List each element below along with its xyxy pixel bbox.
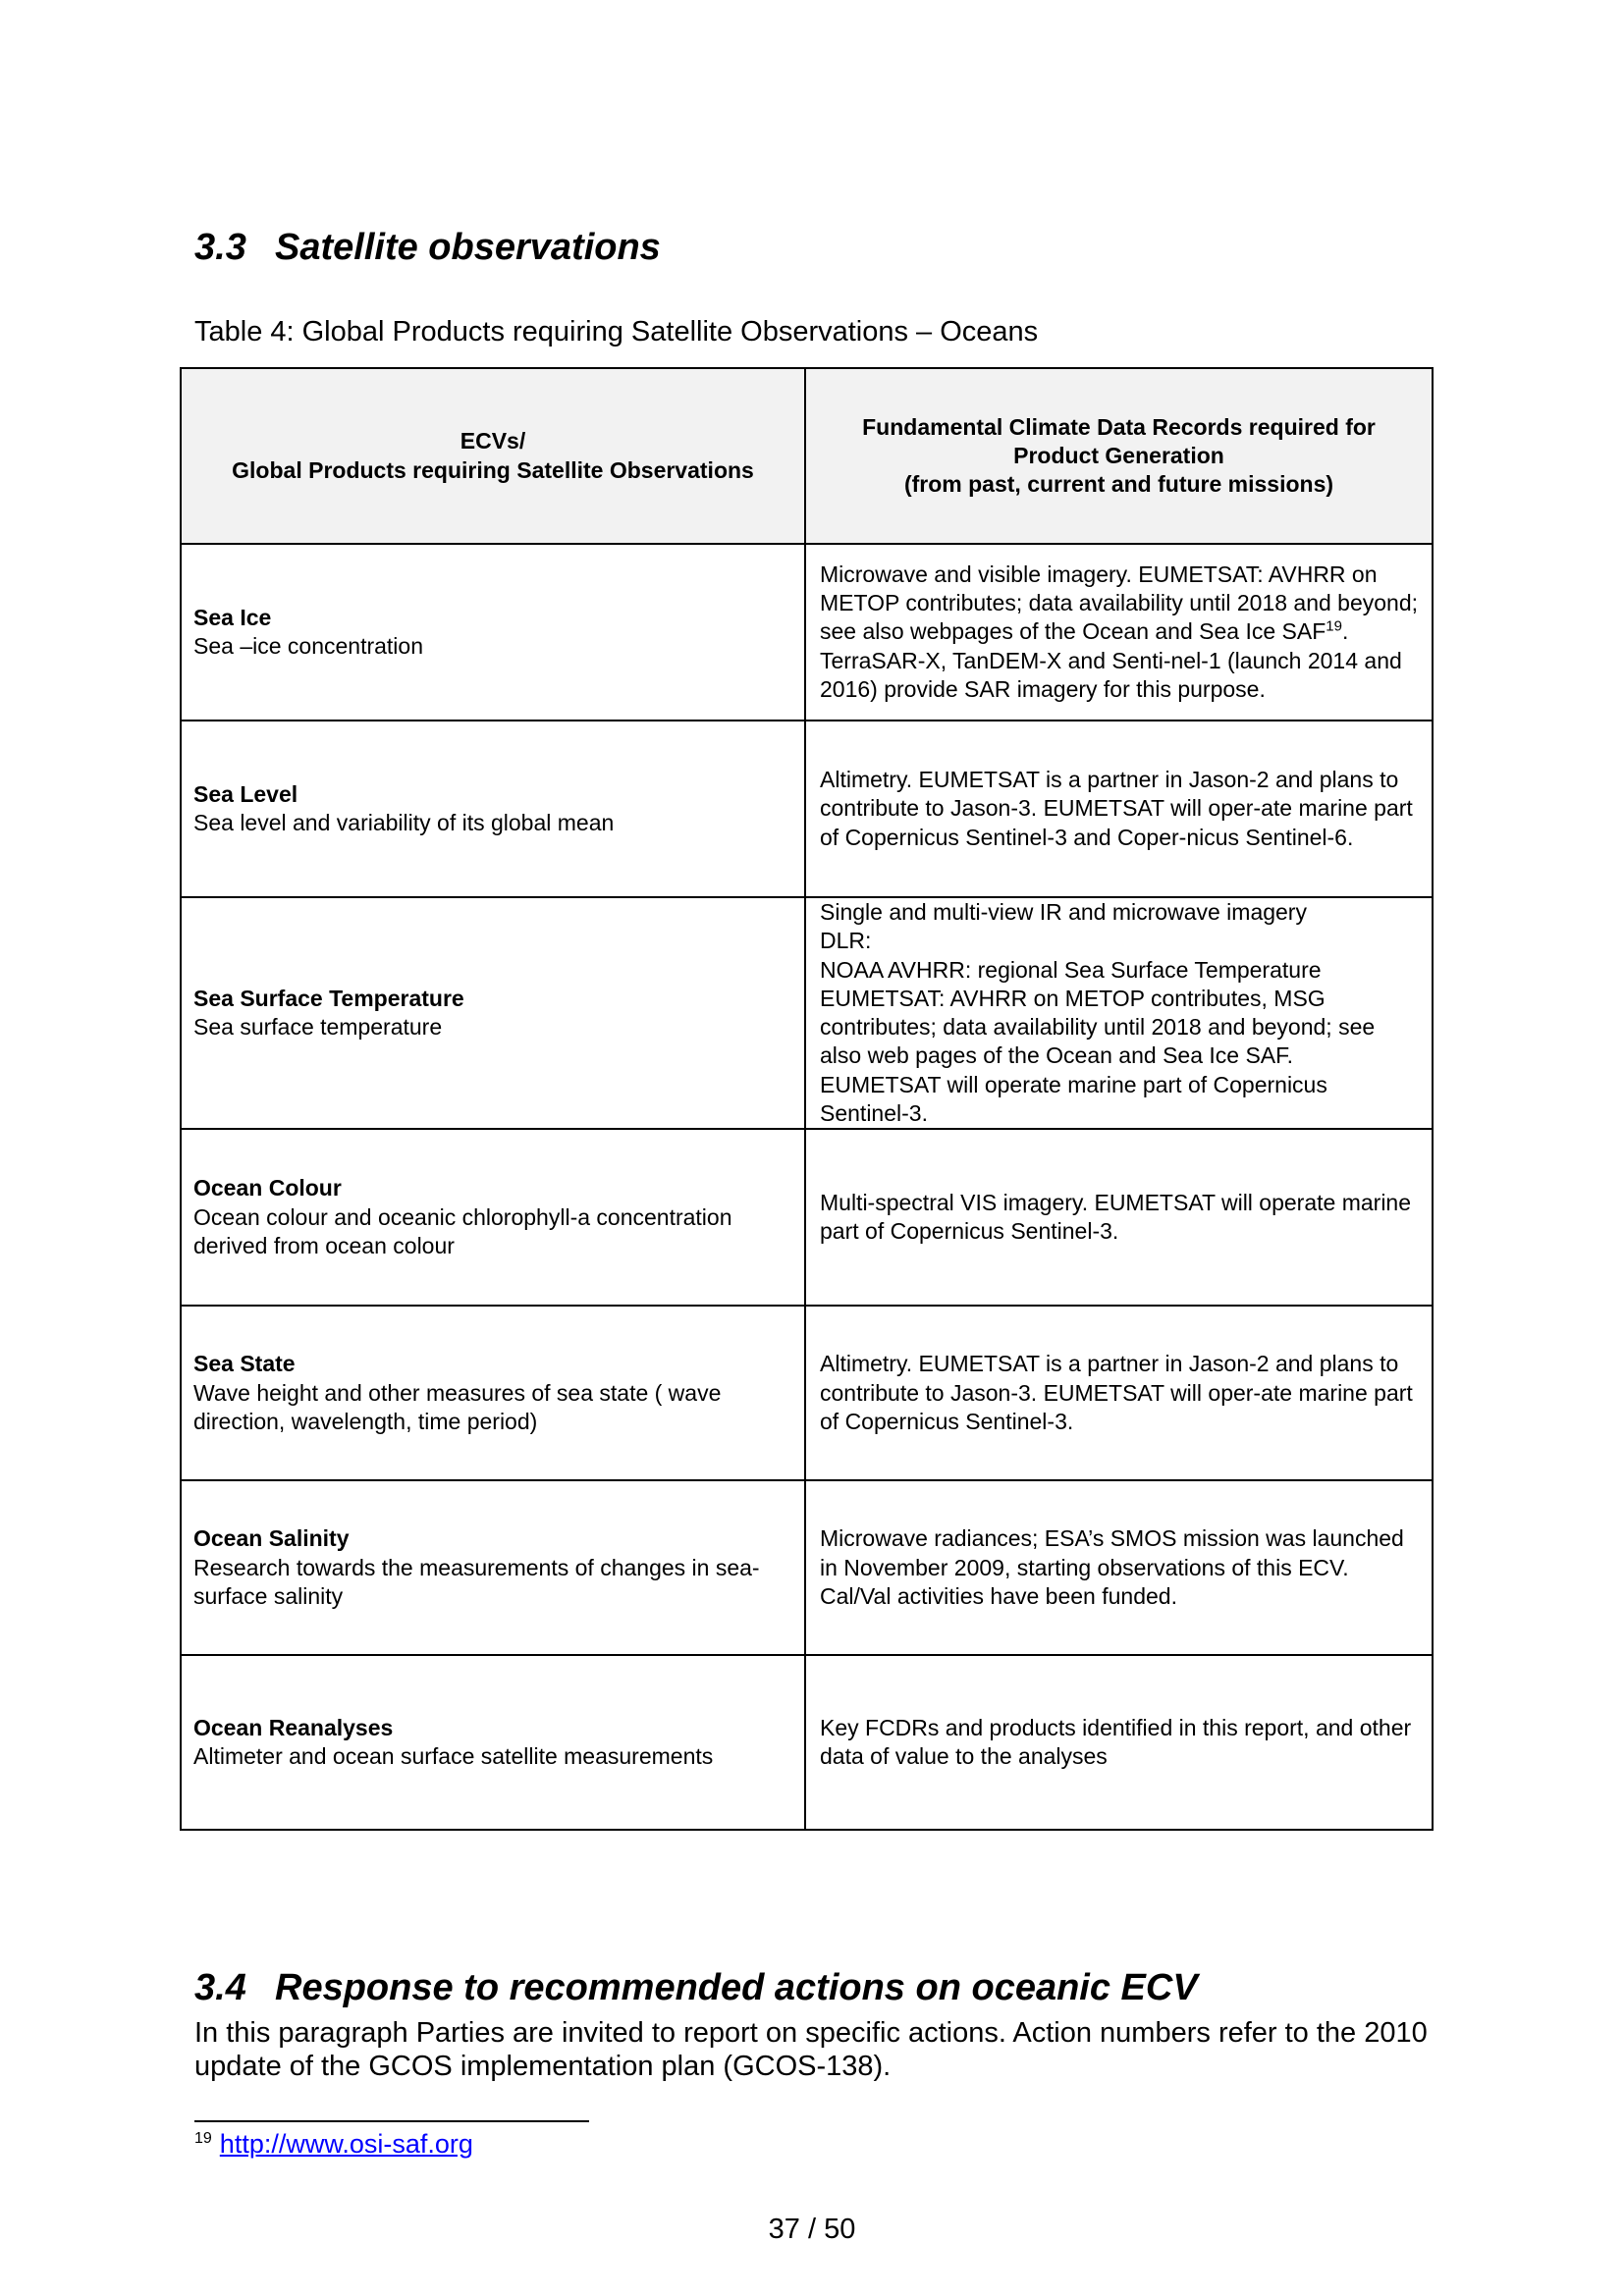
satellite-observations-table <box>180 367 1434 1831</box>
table-row <box>181 544 1433 721</box>
header-fcdr-line3: (from past, current and future missions) <box>903 471 1334 498</box>
section-number: 3.4 <box>194 1967 246 2008</box>
ecv-cell <box>181 1129 805 1306</box>
fcdr-cell <box>805 1655 1433 1830</box>
fcdr-cell <box>805 1480 1433 1655</box>
fcdr-text: Microwave and visible imagery. EUMETSAT: AVHRR on METOP contributes; data availability until 2018 and beyond; see also webpages of the Ocean and Sea Ice SAF <box>820 561 1419 645</box>
table-row <box>181 721 1433 897</box>
ecv-cell <box>181 721 805 897</box>
ecv-cell <box>181 1655 805 1830</box>
header-ecvs <box>181 368 805 544</box>
footnote <box>194 2128 473 2160</box>
fcdr-cell <box>805 544 1433 721</box>
ecv-name: Sea Ice <box>193 604 272 630</box>
fcdr-line: Single and multi-view IR and microwave imagery <box>820 899 1307 925</box>
section-title: Response to recommended actions on oceanic ECV <box>275 1967 1198 2008</box>
section-heading-3-4 <box>194 1966 1198 2009</box>
footnote-number: 19 <box>194 2130 212 2147</box>
fcdr-cell <box>805 1306 1433 1480</box>
footnote-link[interactable]: http://www.osi-saf.org <box>219 2129 473 2159</box>
fcdr-line: NOAA AVHRR: regional Sea Surface Temperature <box>820 956 1322 983</box>
ecv-name: Ocean Reanalyses <box>193 1715 394 1741</box>
ecv-name: Ocean Salinity <box>193 1525 350 1552</box>
fcdr-line: DLR: <box>820 928 872 954</box>
table-caption: Table 4: Global Products requiring Satellite Observations – Oceans <box>194 316 1039 347</box>
fcdr-text: Altimetry. EUMETSAT is a partner in Jason-2 and plans to contribute to Jason-3. EUMETSAT will oper-ate marine part of Copernicus Sentinel-3. <box>820 1351 1413 1435</box>
section-number: 3.3 <box>194 227 246 268</box>
footnote-ref[interactable]: 19 <box>1326 617 1342 635</box>
page-number: 37 / 50 <box>768 2214 856 2245</box>
ecv-cell <box>181 897 805 1129</box>
fcdr-text: Microwave radiances; ESA’s SMOS mission was launched in November 2009, starting observations of this ECV. Cal/Val activities have been funded. <box>820 1525 1404 1610</box>
fcdr-cell <box>805 897 1433 1129</box>
fcdr-text: Multi-spectral VIS imagery. EUMETSAT will operate marine part of Copernicus Sentinel-3. <box>820 1190 1412 1245</box>
ecv-description: Wave height and other measures of sea state ( wave direction, wavelength, time period) <box>193 1379 722 1435</box>
fcdr-cell <box>805 1129 1433 1306</box>
fcdr-text: Altimetry. EUMETSAT is a partner in Jason-2 and plans to contribute to Jason-3. EUMETSAT will oper-ate marine part of Copernicus Sentinel-3 and Coper-nicus Sentinel-6. <box>820 767 1413 850</box>
fcdr-text: Key FCDRs and products identified in this report, and other data of value to the analyses <box>820 1715 1412 1770</box>
table-row <box>181 1306 1433 1480</box>
header-fcdr-line1: Fundamental Climate Data Records required for <box>862 413 1376 440</box>
ecv-name: Ocean Colour <box>193 1175 342 1201</box>
ecv-description: Ocean colour and oceanic chlorophyll-a concentration derived from ocean colour <box>193 1203 732 1259</box>
fcdr-line: EUMETSAT: AVHRR on METOP contributes, MSG contributes; data availability until 2018 and beyond; see also web pages of the Ocean and Sea Ice SAF. EUMETSAT will operate marine part of Copernicus Sentinel-3. <box>820 985 1376 1127</box>
ecv-description: Sea –ice concentration <box>193 633 423 659</box>
section-heading-3-3 <box>194 226 661 269</box>
footnote-divider <box>194 2120 589 2122</box>
table-row <box>181 1129 1433 1306</box>
ecv-cell <box>181 544 805 721</box>
section-title: Satellite observations <box>275 227 661 268</box>
ecv-description: Sea surface temperature <box>193 1014 443 1041</box>
header-ecvs-line1: ECVs/ <box>460 428 526 454</box>
header-fcdr-line2: Product Generation <box>1013 442 1224 468</box>
ecv-name: Sea State <box>193 1351 296 1377</box>
ecv-description: Research towards the measurements of changes in sea-surface salinity <box>193 1554 760 1610</box>
ecv-cell <box>181 1306 805 1480</box>
intro-paragraph: In this paragraph Parties are invited to report on specific actions. Action numbers refer to the 2010 update of the GCOS implementation plan (GCOS-138). <box>194 2017 1428 2082</box>
header-ecvs-line2: Global Products requiring Satellite Observations <box>232 456 754 483</box>
ecv-name: Sea Surface Temperature <box>193 985 464 1011</box>
ecv-name: Sea Level <box>193 780 298 807</box>
table-row <box>181 1480 1433 1655</box>
ecv-cell <box>181 1480 805 1655</box>
header-fcdr <box>805 368 1433 544</box>
table-row <box>181 1655 1433 1830</box>
fcdr-text-continued: . TerraSAR-X, TanDEM-X and Senti-nel-1 (launch 2014 and 2016) provide SAR imagery for this purpose. <box>820 618 1402 702</box>
table-row <box>181 897 1433 1129</box>
ecv-description: Sea level and variability of its global mean <box>193 810 615 835</box>
table-header-row <box>181 368 1433 544</box>
fcdr-cell <box>805 721 1433 897</box>
ecv-description: Altimeter and ocean surface satellite measurements <box>193 1743 714 1770</box>
